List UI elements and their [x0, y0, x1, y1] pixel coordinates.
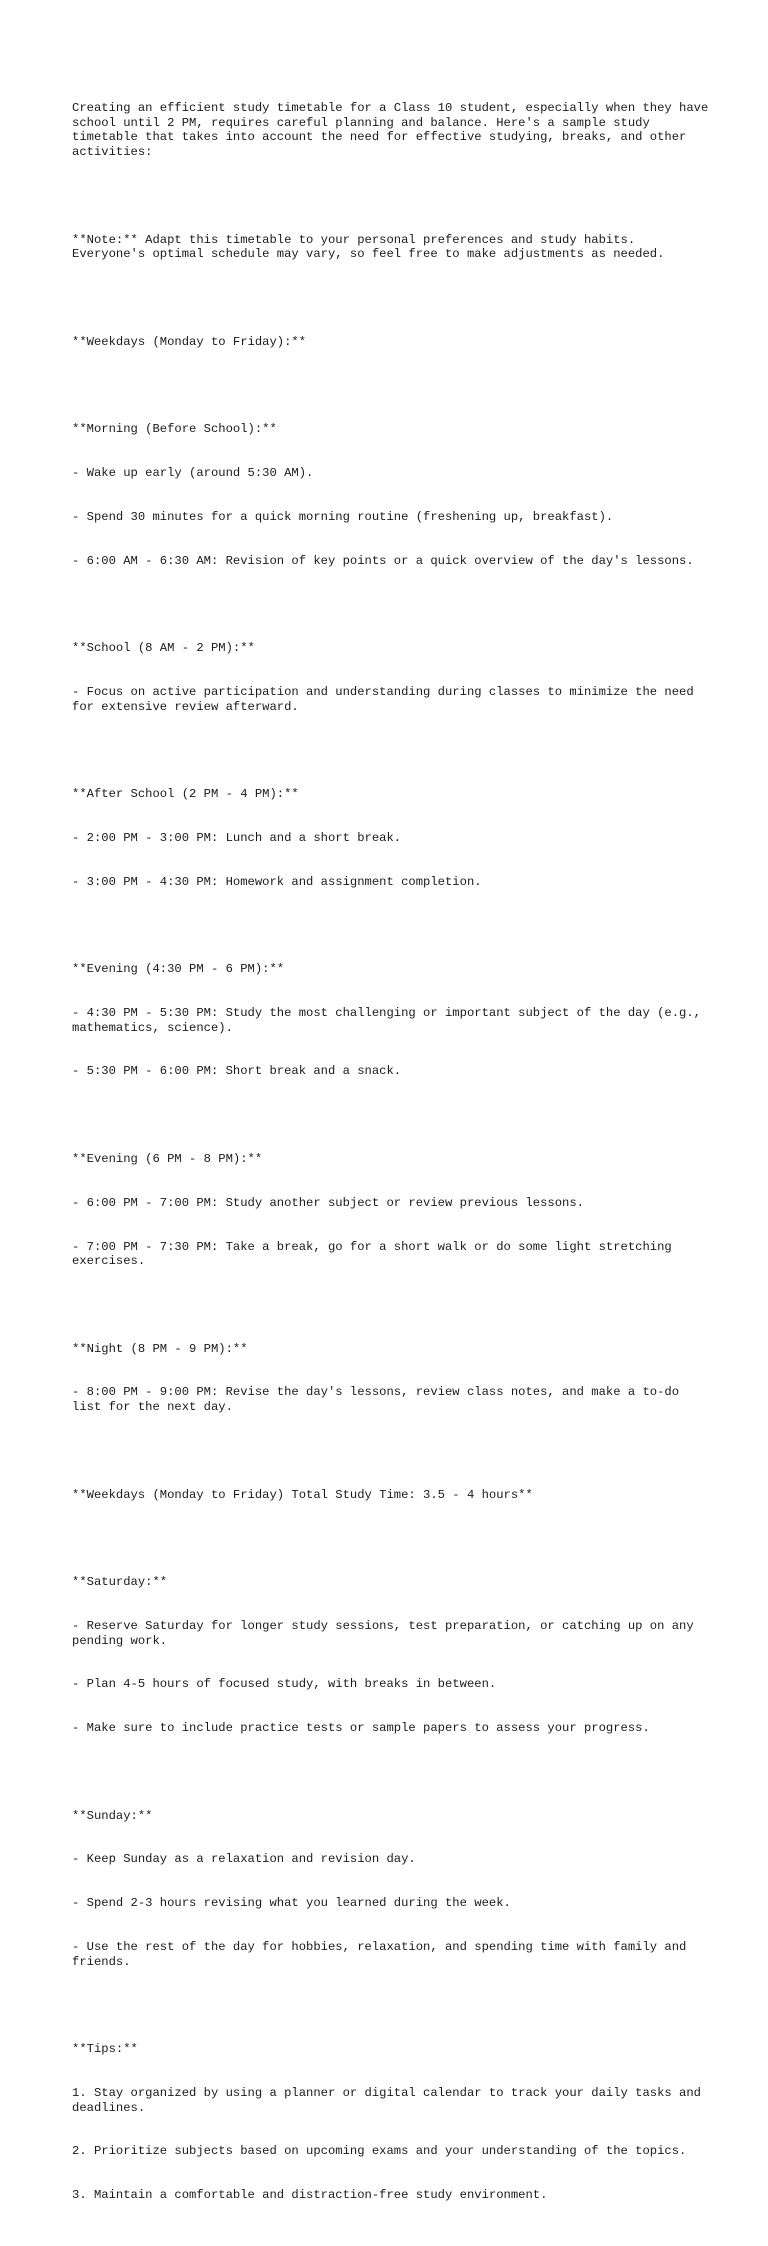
section-heading: **Evening (4:30 PM - 6 PM):**: [72, 962, 285, 977]
section-heading: **Tips:**: [72, 2042, 138, 2057]
evening-early-section: [72, 933, 712, 1108]
list-item: - Keep Sunday as a relaxation and revision day.: [72, 1852, 416, 1867]
section-heading: **Weekdays (Monday to Friday):**: [72, 334, 307, 349]
intro-paragraph: [72, 72, 716, 189]
section-heading: **Evening (6 PM - 8 PM):**: [72, 1151, 263, 1166]
text-line: **Note:** Adapt this timetable to your personal preferences and study habits. Everyone's optimal schedule may vary, so feel free to make adjustments as needed.: [72, 232, 665, 262]
list-item: - Focus on active participation and understanding during classes to minimize the need for extensive review afterward.: [72, 684, 701, 714]
list-item: - Reserve Saturday for longer study sessions, test preparation, or catching up on any pending work.: [72, 1618, 701, 1648]
list-item: - 7:00 PM - 7:30 PM: Take a break, go for a short walk or do some light stretching exercises.: [72, 1239, 680, 1269]
section-heading: **Saturday:**: [72, 1575, 168, 1590]
list-item: - 5:30 PM - 6:00 PM: Short break and a snack.: [72, 1064, 402, 1079]
total-study-time: [72, 1458, 712, 1531]
list-item: 2. Prioritize subjects based on upcoming exams and your understanding of the topics.: [72, 2144, 687, 2159]
list-item: - 6:00 AM - 6:30 AM: Revision of key points or a quick overview of the day's lessons.: [72, 553, 694, 568]
list-item: - Make sure to include practice tests or sample papers to assess your progress.: [72, 1721, 650, 1736]
list-item: - Use the rest of the day for hobbies, relaxation, and spending time with family and friends.: [72, 1940, 694, 1969]
list-item: - Spend 30 minutes for a quick morning routine (freshening up, breakfast).: [72, 509, 614, 524]
section-heading: **Morning (Before School):**: [72, 422, 277, 437]
tips-section: [72, 2013, 712, 2232]
list-item: - 4:30 PM - 5:30 PM: Study the most challenging or important subject of the day (e.g., mathematics, science).: [72, 1006, 709, 1035]
weekdays-heading: [72, 306, 712, 379]
list-item: 1. Stay organized by using a planner or digital calendar to track your daily tasks and deadlines.: [72, 2085, 709, 2115]
after-school-section: [72, 758, 712, 919]
night-section: [72, 1312, 712, 1443]
section-heading: **After School (2 PM - 4 PM):**: [72, 787, 299, 802]
list-item: - Plan 4-5 hours of focused study, with breaks in between.: [72, 1677, 497, 1692]
list-item: - 6:00 PM - 7:00 PM: Study another subject or review previous lessons.: [72, 1195, 584, 1210]
note-paragraph: [72, 203, 712, 291]
sunday-section: [72, 1779, 712, 1998]
list-item: - 3:00 PM - 4:30 PM: Homework and assignment completion.: [72, 874, 482, 889]
school-section: [72, 612, 712, 743]
saturday-section: [72, 1546, 712, 1765]
section-heading: **Weekdays (Monday to Friday) Total Study Time: 3.5 - 4 hours**: [72, 1487, 533, 1502]
list-item: 3. Maintain a comfortable and distraction-free study environment.: [72, 2188, 548, 2203]
section-heading: **Night (8 PM - 9 PM):**: [72, 1341, 248, 1356]
list-item: - Spend 2-3 hours revising what you learned during the week.: [72, 1896, 511, 1911]
section-heading: **Sunday:**: [72, 1808, 153, 1823]
list-item: - Wake up early (around 5:30 AM).: [72, 466, 314, 481]
section-heading: **School (8 AM - 2 PM):**: [72, 641, 255, 656]
document-page: [72, 72, 716, 2246]
morning-section: [72, 393, 712, 597]
list-item: - 8:00 PM - 9:00 PM: Revise the day's lessons, review class notes, and make a to-do list for the next day.: [72, 1385, 687, 1415]
list-item: - 2:00 PM - 3:00 PM: Lunch and a short break.: [72, 830, 402, 845]
evening-late-section: [72, 1123, 712, 1298]
text-line: Creating an efficient study timetable for a Class 10 student, especially when they have school until 2 PM, requires careful planning and balance. Here's a sample study timetable that takes into account the need for effective studying, breaks, and other activities:: [72, 101, 716, 159]
